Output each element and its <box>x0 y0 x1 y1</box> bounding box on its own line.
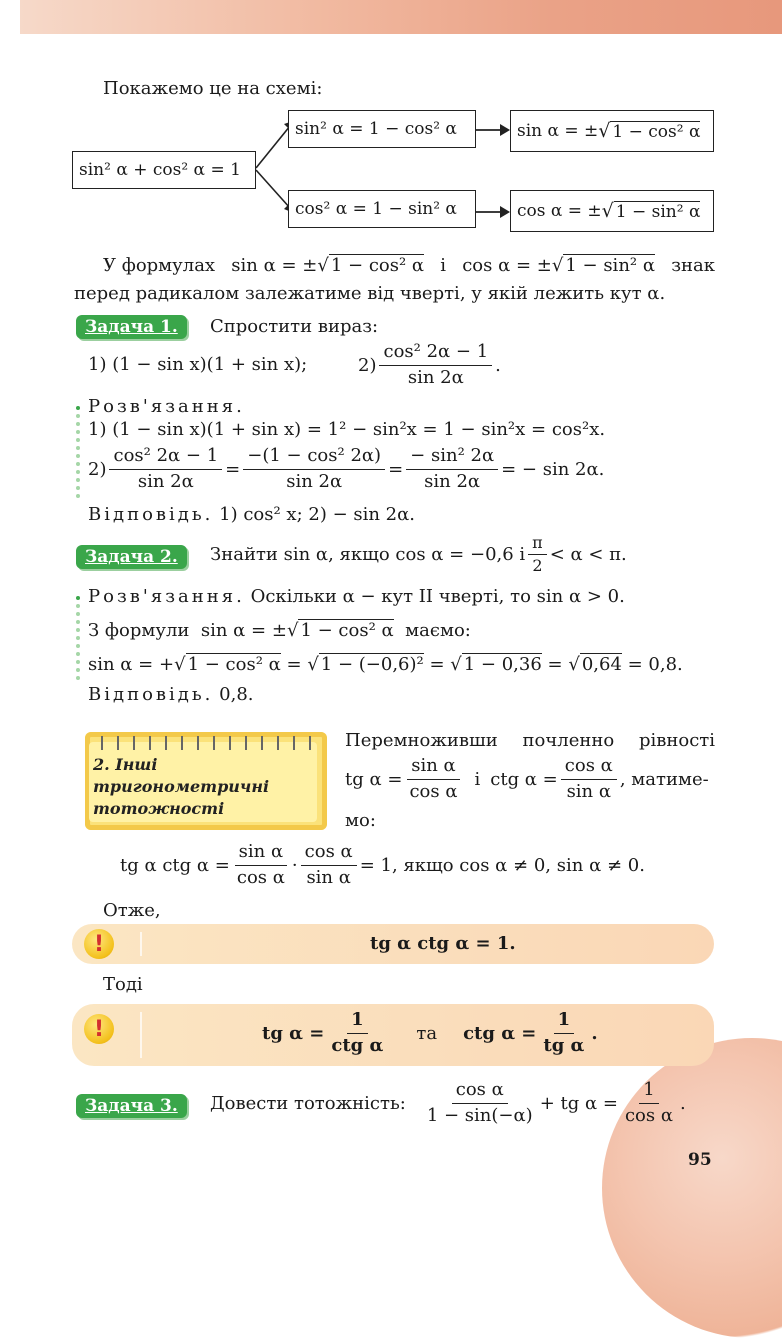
para1-text-a: У формулах <box>103 255 216 276</box>
task2-label: Задача 2. <box>76 545 187 569</box>
identity-2: tg α = $\frac{1}{\text{ctg α}}$ та ctg α = $\frac{1}{\text{tg α}}$ . <box>262 1009 598 1056</box>
para1-line1 <box>103 255 715 276</box>
schema-bot-right-box: cos α = ± √ 1 − sin² α <box>510 190 714 232</box>
schema-bot-mid: cos² α = 1 − sin² α <box>295 199 457 219</box>
exclamation-icon-2: ! <box>84 1014 114 1044</box>
task2-line3: sin α = +√ 1 − cos² α = √ 1 − (−0,6)² = √ 1 − 0,36 = √ 0,64 = 0,8. <box>88 654 683 675</box>
identity-1: tg α ctg α = 1. <box>370 933 516 954</box>
product-formula: tg α ctg α = $\frac{\text{sin α}}{\text{cos α}}$ · $\frac{\text{cos α}}{\text{sin α}}$ = 1, якщо cos α ≠ 0, sin α ≠ 0. <box>120 841 645 888</box>
solution-dots-1 <box>76 406 80 502</box>
schema-top-right-box: sin α = ± √ 1 − cos² α <box>510 110 714 152</box>
solution-dots-2 <box>76 596 80 684</box>
task2-solution: Розв'язання. Оскільки α − кут II чверті, то sin α > 0. <box>88 586 625 607</box>
para2-line2: tg α = $\frac{\text{sin α}}{\text{cos α}}$ і ctg α = $\frac{\text{cos α}}{\text{sin α}}$ , матиме- <box>345 755 709 802</box>
schema-arrow-bottom <box>476 204 512 220</box>
para1-line2: перед радикалом залежатиме від чверті, у якій лежить кут α. <box>74 283 666 304</box>
section-note-card <box>85 732 327 830</box>
identity-band-1 <box>72 924 714 964</box>
task2-answer: Відповідь. 0,8. <box>88 684 254 705</box>
identity-band-2 <box>72 1004 714 1066</box>
para2-line3: мо: <box>345 810 376 831</box>
task3-label: Задача 3. <box>76 1094 187 1118</box>
page-number: 95 <box>688 1150 712 1170</box>
para1-formula2: cos α = ±√ 1 − sin² α <box>462 255 656 276</box>
otzhe-text: Отже, <box>103 900 161 921</box>
spiral-binding <box>95 736 323 750</box>
para2-line1: Перемноживши почленно рівності <box>345 730 715 751</box>
schema-top-mid: sin² α = 1 − cos² α <box>295 119 457 139</box>
schema-root: sin² α + cos² α = 1 <box>79 160 241 180</box>
task1-solution-label: Розв'язання. <box>88 396 245 417</box>
header-decoration <box>20 0 782 34</box>
task2-line2: З формули sin α = ±√ 1 − cos² α маємо: <box>88 620 471 641</box>
todi-text: Тоді <box>103 974 143 995</box>
task1-solution-1: 1) (1 − sin x)(1 + sin x) = 1² − sin²x = 1 − sin²x = cos²x. <box>88 419 606 440</box>
task1-answer: Відповідь. 1) cos² x; 2) − sin 2α. <box>88 504 416 525</box>
exclamation-icon: ! <box>84 929 114 959</box>
task1-item1: 1) (1 − sin x)(1 + sin x); <box>88 354 308 375</box>
para1-and: і <box>440 255 447 276</box>
task1-text: Спростити вираз: <box>210 316 379 337</box>
schema-top-right-pre: sin α = ± <box>517 121 599 141</box>
note-line3: тотожності <box>93 799 225 818</box>
task1-item2: 2) $\frac{\text{cos² 2α − 1}}{\sin 2\alpha}$ . <box>358 341 501 388</box>
task3-text: Довести тотожність: $\frac{\text{cos α}}{1 - \sin(-\alpha)}$ + tg α = $\frac{1}{\text{cos α}}$ . <box>210 1079 686 1126</box>
schema-top-right-rad: 1 − cos² α <box>612 121 701 142</box>
note-line2: тригонометричні <box>93 777 270 796</box>
schema-intro: Покажемо це на схемі: <box>103 78 323 99</box>
task1-label: Задача 1. <box>76 315 187 339</box>
schema-bot-right-pre: cos α = ± <box>517 201 602 221</box>
schema-top-mid-box <box>288 110 476 148</box>
para1-text-b: знак <box>671 255 715 276</box>
schema-bot-mid-box <box>288 190 476 228</box>
schema-root-box <box>72 151 256 189</box>
task1-solution-2: 2) $\frac{\text{cos² 2α − 1}}{\sin 2\alpha}$ = $\frac{\text{−(1 − cos² 2α)}}{\sin 2\alpha}$ = $\frac{\text{− sin² 2α}}{\sin 2\alpha}$ = − sin 2α. <box>88 445 605 492</box>
note-line1: 2. Інші <box>93 755 158 774</box>
para1-formula1: sin α = ±√ 1 − cos² α <box>231 255 425 276</box>
schema-bot-right-rad: 1 − sin² α <box>615 201 701 222</box>
schema-arrow-top <box>476 122 512 138</box>
task2-text: Знайти sin α, якщо cos α = −0,6 і $\frac{\pi}{2}$ < α < π. <box>210 533 627 576</box>
